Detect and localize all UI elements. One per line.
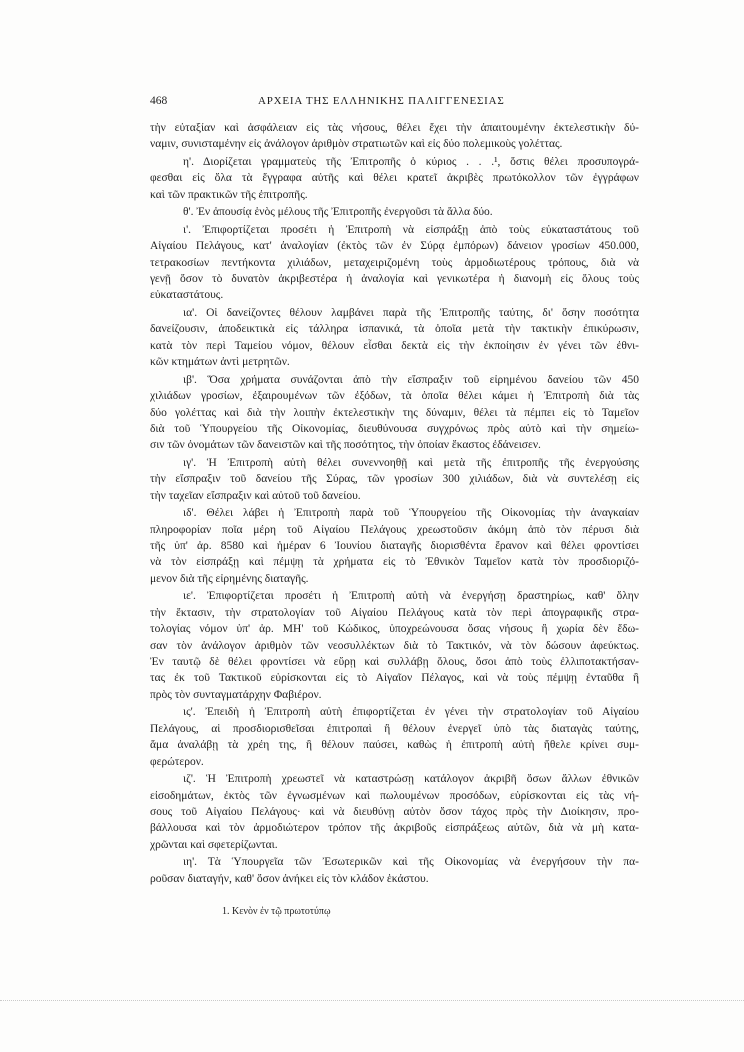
paragraph-continuation xyxy=(150,120,639,153)
text-line: χιλιάδων γροσίων, ἐξαιρουμένων τῶν ἐξόδων, τὰ ὁποῖα θέλει κάμει ἡ Ἐπιτροπὴ διὰ τὰς xyxy=(150,390,639,403)
text-line: γενῇ ὅσον τὸ δυνατὸν ἀκριβεστέρα ἡ ἀναλογία καὶ γενικωτέρα ἡ διανομὴ εἰς ὅλους τοὺς xyxy=(150,273,639,286)
text-line: θ'. Ἐν ἀπουσίᾳ ἑνὸς μέλους τῆς Ἐπιτροπῆς ἐνεργοῦσι τὰ ἄλλα δύο. xyxy=(183,206,493,219)
page-number: 468 xyxy=(150,95,168,107)
article-11 xyxy=(150,305,639,371)
text-line: σαν τὸν ἀνάλογον ἀριθμὸν τῶν νεοσυλλέκτων διὰ τὸ Τακτικόν, νὰ τὸν δώσουν ἀφεύκτως. xyxy=(150,639,639,652)
text-line: Πελάγους, αἱ προσδιορισθεῖσαι ἐπιτροπαὶ ἢ θέλουν ἐνεργεῖ ὑπὸ τὰς διαταγὰς ταύτης, xyxy=(150,722,639,735)
text-line: κατὰ τὸν περὶ Ταμείου νόμον, θέλουν εἶσθαι δεκτὰ εἰς τὴν ἐκποίησιν ἐν γένει τῶν ἐθνι- xyxy=(150,339,639,352)
text-line: ροῦσαν διαταγήν, καθ' ὅσον ἀνήκει εἰς τὸν κλάδον ἑκάστου. xyxy=(150,872,429,885)
text-line: ιγ'. Ἡ Ἐπιτροπὴ αὐτὴ θέλει συνεννοηθῇ καὶ μετὰ τῆς ἐπιτροπῆς τῆς ἐνεργούσης xyxy=(183,456,639,469)
article-10 xyxy=(150,222,639,304)
text-line: ναμιν, συνισταμένην εἰς ἀνάλογον ἀριθμὸν στρατιωτῶν καὶ εἰς δύο πολεμικοὺς γολέττας. xyxy=(150,138,563,151)
article-12 xyxy=(150,372,639,454)
text-line: τας ἐκ τοῦ Τακτικοῦ εὑρίσκονται εἰς τὸ Αἰγαῖον Πέλαγος, καὶ νὰ τοὺς πέμψῃ ἐνταῦθα ἢ xyxy=(150,672,639,685)
text-line: χρῶνται καὶ σφετερίζωνται. xyxy=(150,838,278,851)
footnote: 1. Κενὸν ἐν τῷ πρωτοτύπῳ xyxy=(222,906,331,917)
text-line: καὶ τῶν πρακτικῶν τῆς ἐπιτροπῆς. xyxy=(150,188,308,201)
text-line: πληροφορίαν ποῖα μέρη τοῦ Αἰγαίου Πελάγους χρεωστοῦσιν ἀκόμη ἀπὸ τὸν πέρυσι διὰ xyxy=(150,523,639,536)
page-header xyxy=(150,93,640,109)
text-line: νὰ τὸν εἰσπράξῃ καὶ πέμψῃ τὰ χρήματα εἰς τὸ Ἐθνικὸν Ταμεῖον κατὰ τὸν προσδιοριζό- xyxy=(150,556,639,569)
text-line: εἰσοδημάτων, ἐκτὸς τῶν ἐγνωσμένων καὶ πωλουμένων προσόδων, εὑρίσκονται εἰς τὰς νή- xyxy=(150,789,639,802)
text-line: σιν τῶν ὀνομάτων τῶν δανειστῶν καὶ τῆς ποσότητος, τὴν ὁποίαν ἕκαστος ἐδάνεισεν. xyxy=(150,439,541,452)
text-line: ι'. Ἐπιφορτίζεται προσέτι ἡ Ἐπιτροπὴ νὰ εἰσπράξῃ ἀπὸ τοὺς εὐκαταστάτους τοῦ xyxy=(183,223,639,236)
article-18 xyxy=(150,854,639,887)
text-line: δανείζουσιν, ἀποδεικτικὰ εἰς τάλληρα ἰσπανικά, τὰ ὁποῖα μετὰ τὴν τακτικὴν ἐπικύρωσιν, xyxy=(150,323,639,336)
body-text xyxy=(150,120,639,887)
text-line: δύο γολέττας καὶ διὰ τὴν λοιπὴν ἐκτελεστικὴν της δύναμιν, θέλει τὰ πέμπει εἰς τὸ Ταμεῖον xyxy=(150,406,639,419)
text-line: ἅμα ἀναλάβῃ τὰ χρέη της, ἢ θέλουν παύσει, καθὼς ἡ ἐπιτροπὴ αὐτὴ ἤθελε κρίνει συμ- xyxy=(150,739,639,752)
text-line: Αἰγαίου Πελάγους, κατ' ἀναλογίαν (ἐκτὸς τῶν ἐν Σύρᾳ ἐμπόρων) δάνειον γροσίων 450.000, xyxy=(150,240,639,253)
text-line: ια'. Οἱ δανείζοντες θέλουν λαμβάνει παρὰ τῆς Ἐπιτροπῆς ταύτης, δι' ὅσην ποσότητα xyxy=(183,307,639,320)
text-line: σους τοῦ Αἰγαίου Πελάγους· καὶ νὰ διευθύνῃ αὐτὸν ὅσον τάχος πρὸς τὴν Διοίκησιν, προ- xyxy=(150,805,639,818)
text-line: τὴν ἔκτασιν, τὴν στρατολογίαν τοῦ Αἰγαίου Πελάγους κατὰ τὸν περὶ ἀπογραφικῆς στρα- xyxy=(150,606,639,619)
text-line: ιζ'. Ἡ Ἐπιτροπὴ χρεωστεῖ νὰ καταστρώσῃ κατάλογον ἀκριβῆ ὅσων ἄλλων ἐθνικῶν xyxy=(183,773,639,786)
text-line: εὐκαταστάτους. xyxy=(150,289,224,302)
article-8 xyxy=(150,154,639,203)
text-line: τὴν εὐταξίαν καὶ ἀσφάλειαν εἰς τὰς νήσους, θέλει ἔχει τὴν ἀπαιτουμένην ἐκτελεστικὴν δύ- xyxy=(150,122,639,134)
article-9 xyxy=(150,204,639,220)
article-14 xyxy=(150,505,639,587)
text-line: ις'. Ἐπειδὴ ἡ Ἐπιτροπὴ αὐτὴ ἐπιφορτίζεται ἐν γένει τὴν στρατολογίαν τοῦ Αἰγαίου xyxy=(183,706,639,719)
text-line: διὰ τοῦ Ὑπουργείου τῆς Οἰκονομίας, διευθύνουσα συγχρόνως πρὸς αὐτὸ καὶ τὴν σημείω- xyxy=(150,422,639,435)
article-17 xyxy=(150,771,639,853)
text-line: φεσθαι εἰς ὅλα τὰ ἔγγραφα αὐτῆς καὶ θέλει κρατεῖ ἀκριβὲς πρωτόκολλον τῶν ἐγγράφων xyxy=(150,172,639,185)
article-15 xyxy=(150,588,639,703)
text-line: η'. Διορίζεται γραμματεὺς τῆς Ἐπιτροπῆς ὁ κύριος . . .¹, ὅστις θέλει προσυπογρά- xyxy=(183,155,639,168)
text-line: ιη'. Τὰ Ὑπουργεῖα τῶν Ἐσωτερικῶν καὶ τῆς Οἰκονομίας νὰ ἐνεργήσουν τὴν πα- xyxy=(183,856,639,869)
text-line: πρὸς τὸν συνταγματάρχην Φαβιέρον. xyxy=(150,688,322,701)
text-line: κῶν κτημάτων ἀντὶ μετρητῶν. xyxy=(150,356,290,369)
text-line: ιε'. Ἐπιφορτίζεται προσέτι ἡ Ἐπιτροπὴ αὐτὴ νὰ ἐνεργήσῃ δραστηρίως, καθ' ὅλην xyxy=(183,590,639,603)
text-line: μενον διὰ τῆς εἰρημένης διαταγῆς. xyxy=(150,572,309,585)
text-line: τολογίας νόμον ὑπ' ἀρ. ΜΗ' τοῦ Κώδικος, ὑποχρεώνουσα ὅσας νήσους ἢ χωρία δὲν ἔδω- xyxy=(150,623,639,636)
text-line: Ἐν ταυτῷ δὲ θέλει φροντίσει νὰ εὕρῃ καὶ συλλάβῃ ὅλους, ὅσοι ἀπὸ τοὺς ἐλλιποτακτήσαν- xyxy=(150,656,639,668)
text-line: φερώτερον. xyxy=(150,755,204,768)
text-line: ιβ'. Ὅσα χρήματα συνάζονται ἀπὸ τὴν εἴσπραξιν τοῦ εἰρημένου δανείου τῶν 450 xyxy=(183,373,639,386)
text-line: τὴν εἴσπραξιν τοῦ δανείου τῆς Σύρας, τῶν γροσίων 300 χιλιάδων, διὰ νὰ συντελέσῃ εἰς xyxy=(150,473,639,486)
article-16 xyxy=(150,704,639,770)
scan-noise-line xyxy=(0,1000,744,1001)
text-line: βάλλουσα καὶ τὸν ἁρμοδιώτερον τρόπον τῆς ἀκριβοῦς εἰσπράξεως αὐτῶν, διὰ νὰ μὴ κατα- xyxy=(150,822,639,835)
text-line: τὴν ταχεῖαν εἴσπραξιν καὶ αὐτοῦ τοῦ δανείου. xyxy=(150,489,361,502)
running-head: ΑΡΧΕΙΑ ΤΗΣ ΕΛΛΗΝΙΚΗΣ ΠΑΛΙΓΓΕΝΕΣΙΑΣ xyxy=(258,95,505,107)
text-line: τῆς ὑπ' ἀρ. 8580 καὶ ἡμέραν 6 Ἰουνίου διαταγῆς διορισθέντα ἔρανον καὶ θέλει φροντίσει xyxy=(150,540,639,553)
text-line: τετρακοσίων πεντήκοντα χιλιάδων, μεταχειριζομένη τοὺς ἁρμοδιωτέρους τρόπους, διὰ νὰ xyxy=(150,256,639,269)
text-line: ιδ'. Θέλει λάβει ἡ Ἐπιτροπὴ παρὰ τοῦ Ὑπουργείου τῆς Οἰκονομίας τὴν ἀναγκαίαν xyxy=(183,507,639,520)
article-13 xyxy=(150,455,639,504)
